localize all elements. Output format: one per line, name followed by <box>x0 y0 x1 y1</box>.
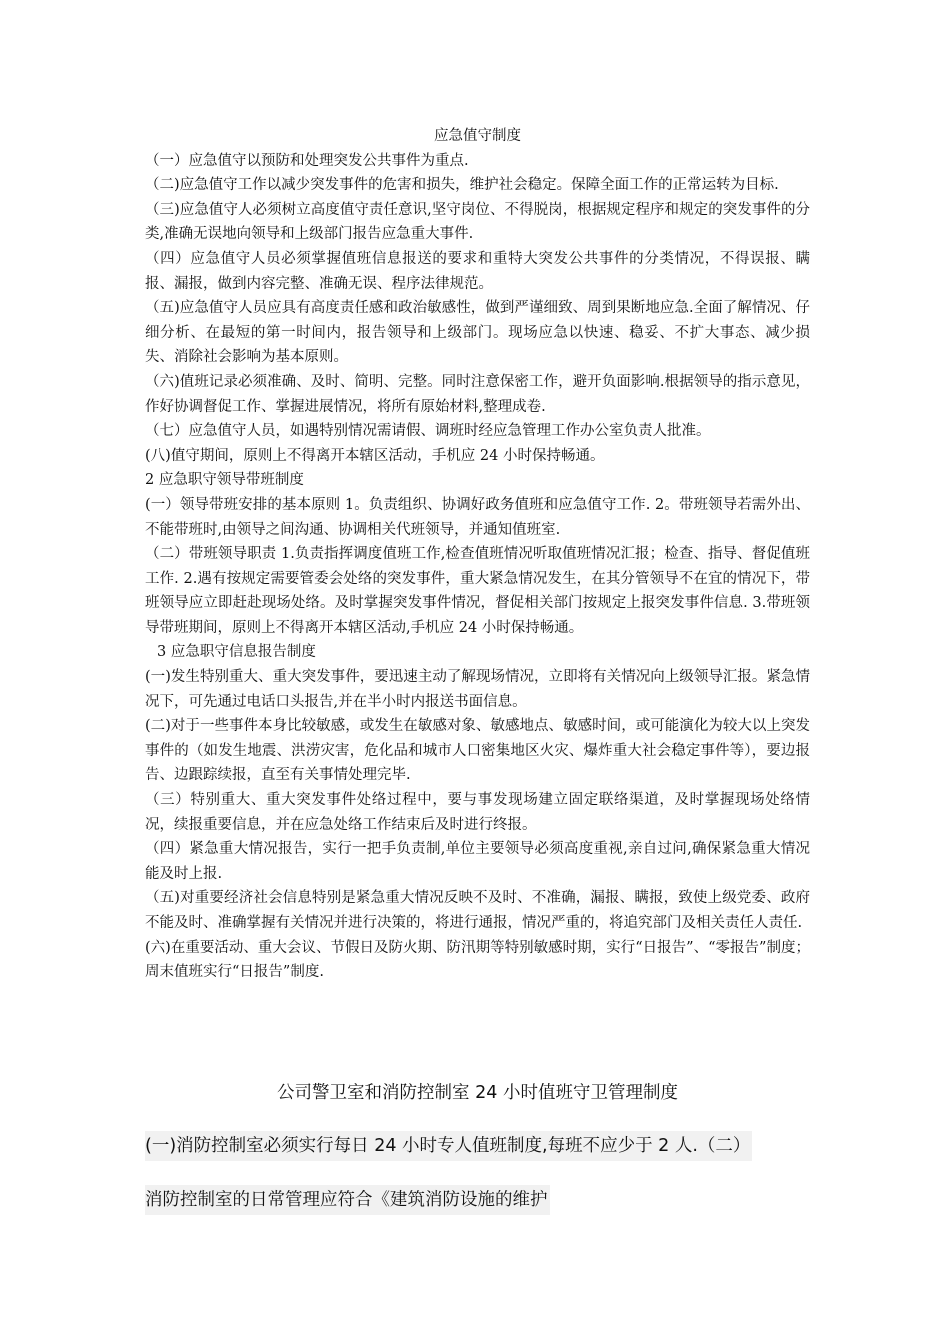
paragraph-leader-2: （二）带班领导职责 1.负责指挥调度值班工作,检查值班情况听取值班情况汇报；检查、指导、督促值班工作. 2.遇有按规定需要管委会处络的突发事件，重大紧急情况发生，在其分管领导不在宜的情况下，带班领导应立即赶赴现场处络。及时掌握突发事件情况，督促相关部门按规定上报突发事件信息. 3.带班领导带班期间，原则上不得离开本辖区活动,手机应 24 小时保持畅通。 <box>145 546 810 636</box>
paragraph-report-6: (六)在重要活动、重大会议、节假日及防火期、防汛期等特别敏感时期，实行“日报告”、“零报告”制度；周末值班实行“日报告”制度. <box>145 939 810 981</box>
paragraph-emergency-1: （一）应急值守以预防和处理突发公共事件为重点. <box>145 152 469 169</box>
guard-room-heading: 公司警卫室和消防控制室 24 小时值班守卫管理制度 <box>277 1083 678 1103</box>
paragraph-report-4: （四）紧急重大情况报告，实行一把手负责制,单位主要领导必须高度重视,亲自过问,确保紧急重大情况能及时上报. <box>145 841 810 882</box>
paragraph-emergency-4: （四）应急值守人员必须掌握值班信息报送的要求和重特大突发公共事件的分类情况，不得误报、瞒报、漏报，做到内容完整、准确无误、程序法律规范。 <box>145 250 810 292</box>
paragraph-report-5: （五)对重要经济社会信息特别是紧急重大情况反映不及时、不准确，漏报、瞒报，致使上级党委、政府不能及时、准确掌握有关情况并进行决策的，将进行通报，情况严重的，将追究部门及相关责任人责任. <box>145 890 810 931</box>
paragraph-report-2: (二)对于一些事件本身比较敏感，或发生在敏感对象、敏感地点、敏感时间，或可能演化为较大以上突发事件的（如发生地震、洪涝灾害，危化品和城市人口密集地区火灾、爆炸重大社会稳定事件等），要边报告、边跟踪续报，直至有关事情处理完毕. <box>145 718 810 784</box>
document-title: 应急值守制度 <box>434 128 521 144</box>
paragraph-emergency-3: （三)应急值守人必须树立高度值守责任意识,坚守岗位、不得脱岗，根据规定程序和规定的突发事件的分类,准确无误地向领导和上级部门报告应急重大事件. <box>145 201 810 243</box>
paragraph-emergency-6: （六)值班记录必须准确、及时、简明、完整。同时注意保密工作，避开负面影响.根据领导的指示意见，作好协调督促工作、掌握进展情况，将所有原始材料,整理成卷. <box>145 373 810 415</box>
paragraph-emergency-2: （二)应急值守工作以减少突发事件的危害和损失，维护社会稳定。保障全面工作的正常运转为目标. <box>145 177 779 194</box>
paragraph-emergency-8: (八)值守期间，原则上不得离开本辖区活动，手机应 24 小时保持畅通。 <box>145 447 605 464</box>
paragraph-leader-1: (一）领导带班安排的基本原则 1。负责组织、协调好政务值班和应急值守工作. 2。带班领导若需外出、不能带班时,由领导之间沟通、协调相关代班领导，并通知值班室. <box>145 496 810 538</box>
document-body <box>145 124 810 985</box>
paragraph-emergency-7: （七）应急值守人员，如遇特别情况需请假、调班时经应急管理工作办公室负责人批准。 <box>145 423 711 440</box>
guard-room-section <box>145 1078 810 1215</box>
paragraph-report-3: （三）特别重大、重大突发事件处络过程中，要与事发现场建立固定联络渠道，及时掌握现场处络情况，续报重要信息，并在应急处络工作结束后及时进行终报。 <box>145 792 810 833</box>
section-heading-leader-duty: 2 应急职守领导带班制度 <box>145 472 304 489</box>
paragraph-emergency-5: （五)应急值守人员应具有高度责任感和政治敏感性，做到严谨细致、周到果断地应急.全面了解情况、仔细分析、在最短的第一时间内，报告领导和上级部门。现场应急以快速、稳妥、不扩大事态、减少损失、消除社会影响为基本原则。 <box>145 300 810 366</box>
guard-room-line-1: (一)消防控制室必须实行每日 24 小时专人值班制度,每班不应少于 2 人.（二） <box>145 1131 752 1161</box>
paragraph-report-1: (一)发生特别重大、重大突发事件，要迅速主动了解现场情况，立即将有关情况向上级领导汇报。紧急情况下，可先通过电话口头报告,并在半小时内报送书面信息。 <box>145 669 810 710</box>
guard-room-line-2: 消防控制室的日常管理应符合《建筑消防设施的维护 <box>145 1185 550 1215</box>
section-heading-info-report: 3 应急职守信息报告制度 <box>157 644 316 661</box>
